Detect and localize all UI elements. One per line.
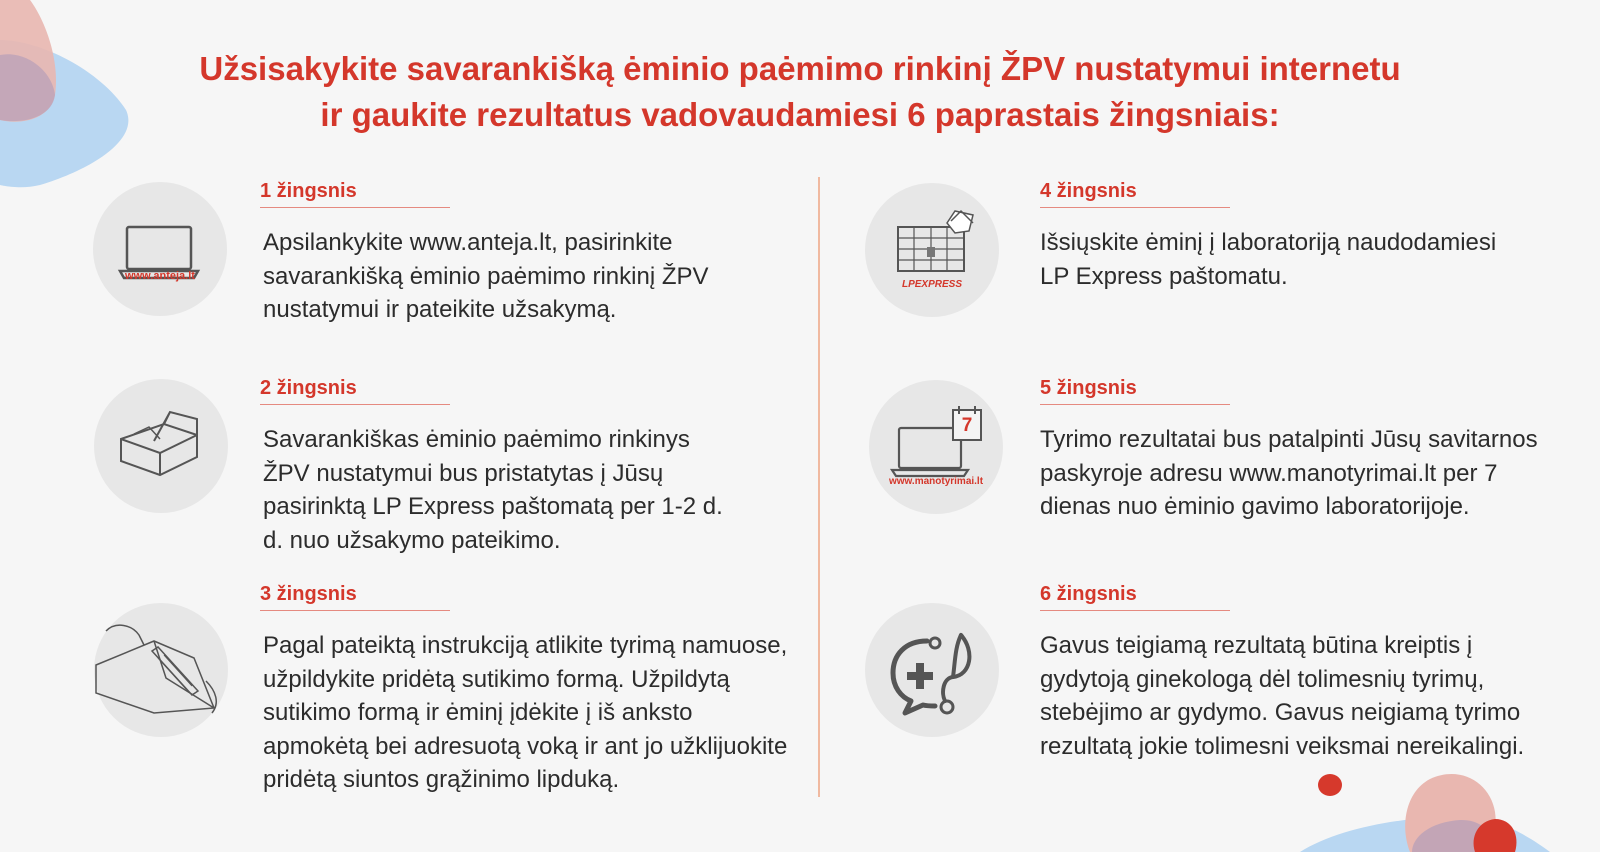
step-4-icon-circle bbox=[865, 183, 999, 317]
step-2-label: 2 žingsnis bbox=[260, 377, 450, 405]
calendar-number: 7 bbox=[961, 415, 973, 436]
medical-stethoscope-icon bbox=[865, 603, 999, 737]
step-4-text: Išsiųskite ėminį į laboratoriją naudodamiesi LP Express paštomatu. bbox=[1040, 229, 1497, 290]
step-1-icon-caption: www.anteja.lt bbox=[125, 270, 195, 282]
decorative-blob-bottom-right bbox=[1300, 757, 1600, 852]
step-3-icon-circle bbox=[94, 603, 228, 737]
step-3-label: 3 žingsnis bbox=[260, 583, 450, 611]
step-2-text: Savarankiškas ėminio paėmimo rinkinys ŽPV nustatymui bus pristatytas į Jūsų pasirinktą LP Express paštomatą per 1-2 d. d. nuo užsakymo pateikimo. bbox=[263, 426, 723, 554]
step-6-label: 6 žingsnis bbox=[1040, 583, 1230, 611]
envelope-hands-icon bbox=[94, 603, 228, 737]
step-1-label: 1 žingsnis bbox=[260, 180, 450, 208]
step-5-icon-caption: www.manotyrimai.lt bbox=[888, 476, 984, 487]
step-6-text: Gavus teigiamą rezultatą būtina kreiptis į gydytoją ginekologą dėl tolimesnių tyrimų, stebėjimo ar gydymo. Gavus neigiamą tyrimo rezultatą jokie tolimesni veiksmai nereikalingi. bbox=[1040, 632, 1525, 760]
step-5-text: Tyrimo rezultatai bus patalpinti Jūsų savitarnos paskyroje adresu www.manotyrimai.lt per 7 dienas nuo ėminio gavimo laboratorijoje. bbox=[1040, 426, 1538, 520]
step-1-icon-circle bbox=[93, 182, 227, 316]
step-5-icon-circle bbox=[869, 380, 1003, 514]
decorative-blob-top-left bbox=[0, 0, 140, 200]
step-1-text: Apsilankykite www.anteja.lt, pasirinkite savarankišką ėminio paėmimo rinkinį ŽPV nustatymui ir pateikite užsakymą. bbox=[263, 229, 709, 323]
step-6-icon-circle bbox=[865, 603, 999, 737]
step-3-text: Pagal pateiktą instrukciją atlikite tyrimą namuose, užpildykite pridėtą sutikimo formą. Užpildytą sutikimo formą ir ėminį įdėkite į iš anksto apmokėtą bei adresuotą voką ir ant jo užklijuokite pridėtą siuntos grąžinimo lipduką. bbox=[263, 632, 788, 793]
title-line-2: ir gaukite rezultatus vadovaudamiesi 6 paprastais žingsniais: bbox=[320, 96, 1280, 133]
page-title bbox=[150, 46, 1450, 138]
laptop-calendar-icon bbox=[869, 380, 1003, 514]
package-box-icon bbox=[94, 379, 228, 513]
laptop-icon bbox=[93, 182, 227, 316]
parcel-locker-icon bbox=[865, 183, 999, 317]
step-4-label: 4 žingsnis bbox=[1040, 180, 1230, 208]
step-2-icon-circle bbox=[94, 379, 228, 513]
title-line-1: Užsisakykite savarankišką ėminio paėmimo rinkinį ŽPV nustatymui internetu bbox=[199, 50, 1401, 87]
step-5-label: 5 žingsnis bbox=[1040, 377, 1230, 405]
step-4-icon-caption: LPEXPRESS bbox=[901, 279, 963, 290]
column-divider bbox=[818, 177, 820, 797]
